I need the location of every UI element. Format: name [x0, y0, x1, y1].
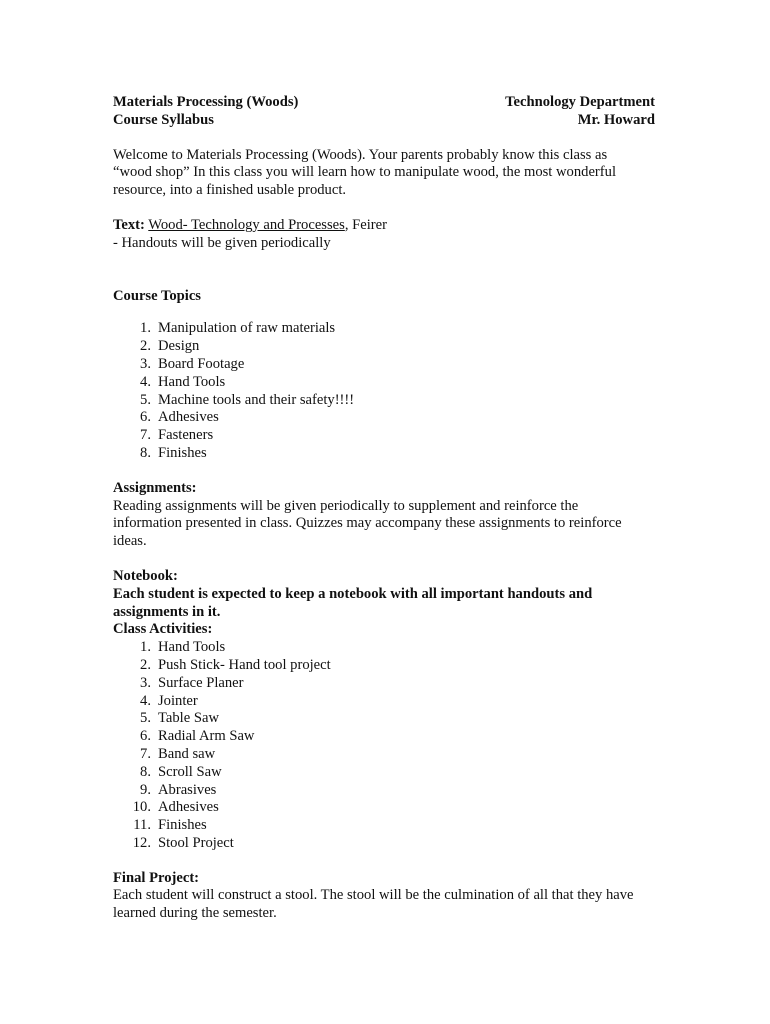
- textbook-title: Wood- Technology and Processes: [148, 216, 345, 233]
- teacher-name: Mr. Howard: [577, 111, 655, 128]
- list-item-label: Machine tools and their safety!!!!: [158, 391, 355, 408]
- list-item: [113, 835, 655, 853]
- list-number: 12 .: [113, 835, 151, 853]
- class-activities-heading: Class Activities:: [113, 621, 213, 638]
- spacer: [113, 463, 655, 480]
- list-number: 3 .: [113, 356, 151, 374]
- list-item: [113, 392, 655, 410]
- welcome-line: Welcome to Materials Processing (Woods). Your parents probably know this class as: [113, 146, 608, 163]
- list-item-label: Jointer: [158, 692, 198, 709]
- welcome-line: “wood shop” In this class you will learn how to manipulate wood, the most wonderful: [113, 164, 616, 181]
- final-project-line: learned during the semester.: [113, 905, 277, 922]
- list-item-label: Design: [158, 338, 200, 355]
- list-item: [113, 817, 655, 835]
- class-activities-list: [113, 639, 655, 853]
- spacer: [113, 253, 655, 288]
- course-topics-list: [113, 320, 655, 462]
- list-item-label: Hand Tools: [158, 639, 226, 656]
- header-row-1: [113, 94, 655, 112]
- list-number: 1 .: [113, 320, 151, 338]
- spacer: [113, 305, 655, 320]
- list-item-label: Finishes: [158, 817, 207, 834]
- spacer: [113, 130, 655, 147]
- assignments-line: information presented in class. Quizzes may accompany these assignments to reinforce: [113, 515, 622, 532]
- list-item: [113, 657, 655, 675]
- notebook-line: Each student is expected to keep a notebook with all important handouts and: [113, 585, 593, 602]
- list-number: 7 .: [113, 746, 151, 764]
- course-subtitle: Course Syllabus: [113, 111, 214, 128]
- text-section: [113, 217, 655, 253]
- list-item-label: Board Footage: [158, 355, 245, 372]
- list-item-label: Scroll Saw: [158, 763, 222, 780]
- list-item-label: Table Saw: [158, 710, 219, 727]
- notebook-heading: Notebook:: [113, 567, 178, 584]
- final-project-heading: Final Project:: [113, 869, 200, 886]
- list-number: 2 .: [113, 657, 151, 675]
- list-item: [113, 427, 655, 445]
- department-name: Technology Department: [505, 94, 655, 110]
- list-number: 5 .: [113, 392, 151, 410]
- list-number: 4 .: [113, 374, 151, 392]
- assignments-line: Reading assignments will be given periodically to supplement and reinforce the: [113, 497, 579, 514]
- notebook-section: [113, 568, 655, 621]
- list-item: [113, 746, 655, 764]
- syllabus-page: [113, 94, 655, 923]
- list-number: 6 .: [113, 409, 151, 427]
- notebook-line: assignments in it.: [113, 603, 221, 620]
- list-number: 11 .: [113, 817, 151, 835]
- list-item-label: Adhesives: [158, 409, 219, 426]
- final-project-line: Each student will construct a stool. The stool will be the culmination of all that they have: [113, 887, 634, 904]
- list-number: 5 .: [113, 710, 151, 728]
- list-item: [113, 764, 655, 782]
- list-item: [113, 639, 655, 657]
- list-number: 9 .: [113, 782, 151, 800]
- list-item-label: Hand Tools: [158, 373, 226, 390]
- list-item-label: Push Stick- Hand tool project: [158, 656, 331, 673]
- text-line: [113, 217, 655, 235]
- text-label: Text:: [113, 216, 145, 233]
- list-item: [113, 356, 655, 374]
- list-item: [113, 374, 655, 392]
- assignments-heading: Assignments:: [113, 479, 197, 496]
- list-item: [113, 409, 655, 427]
- list-item-label: Radial Arm Saw: [158, 728, 255, 745]
- final-project-section: [113, 870, 655, 923]
- assignments-line: ideas.: [113, 533, 147, 550]
- list-item-label: Manipulation of raw materials: [158, 320, 336, 337]
- list-item: [113, 445, 655, 463]
- list-item: [113, 675, 655, 693]
- list-item: [113, 338, 655, 356]
- course-title: Materials Processing (Woods): [113, 94, 299, 110]
- list-item: [113, 693, 655, 711]
- handouts-note: - Handouts will be given periodically: [113, 234, 331, 251]
- list-item-label: Fasteners: [158, 427, 214, 444]
- list-item: [113, 710, 655, 728]
- assignments-section: [113, 480, 655, 551]
- list-number: 3 .: [113, 675, 151, 693]
- course-topics-heading: Course Topics: [113, 287, 201, 304]
- welcome-line: resource, into a finished usable product.: [113, 182, 347, 199]
- list-number: 6 .: [113, 728, 151, 746]
- list-item-label: Adhesives: [158, 799, 219, 816]
- list-item-label: Band saw: [158, 745, 216, 762]
- list-number: 8 .: [113, 445, 151, 463]
- welcome-paragraph: [113, 147, 655, 200]
- header-row-2: [113, 112, 655, 130]
- spacer: [113, 853, 655, 870]
- list-number: 2 .: [113, 338, 151, 356]
- list-item: [113, 320, 655, 338]
- list-item-label: Abrasives: [158, 781, 217, 798]
- list-number: 1 .: [113, 639, 151, 657]
- list-item: [113, 782, 655, 800]
- list-number: 8 .: [113, 764, 151, 782]
- list-number: 10 .: [113, 799, 151, 817]
- list-number: 4 .: [113, 693, 151, 711]
- spacer: [113, 200, 655, 217]
- list-item: [113, 799, 655, 817]
- list-item-label: Stool Project: [158, 834, 234, 851]
- list-item-label: Surface Planer: [158, 674, 244, 691]
- textbook-author: , Feirer: [344, 216, 387, 233]
- spacer: [113, 551, 655, 568]
- list-item-label: Finishes: [158, 444, 207, 461]
- list-item: [113, 728, 655, 746]
- list-number: 7 .: [113, 427, 151, 445]
